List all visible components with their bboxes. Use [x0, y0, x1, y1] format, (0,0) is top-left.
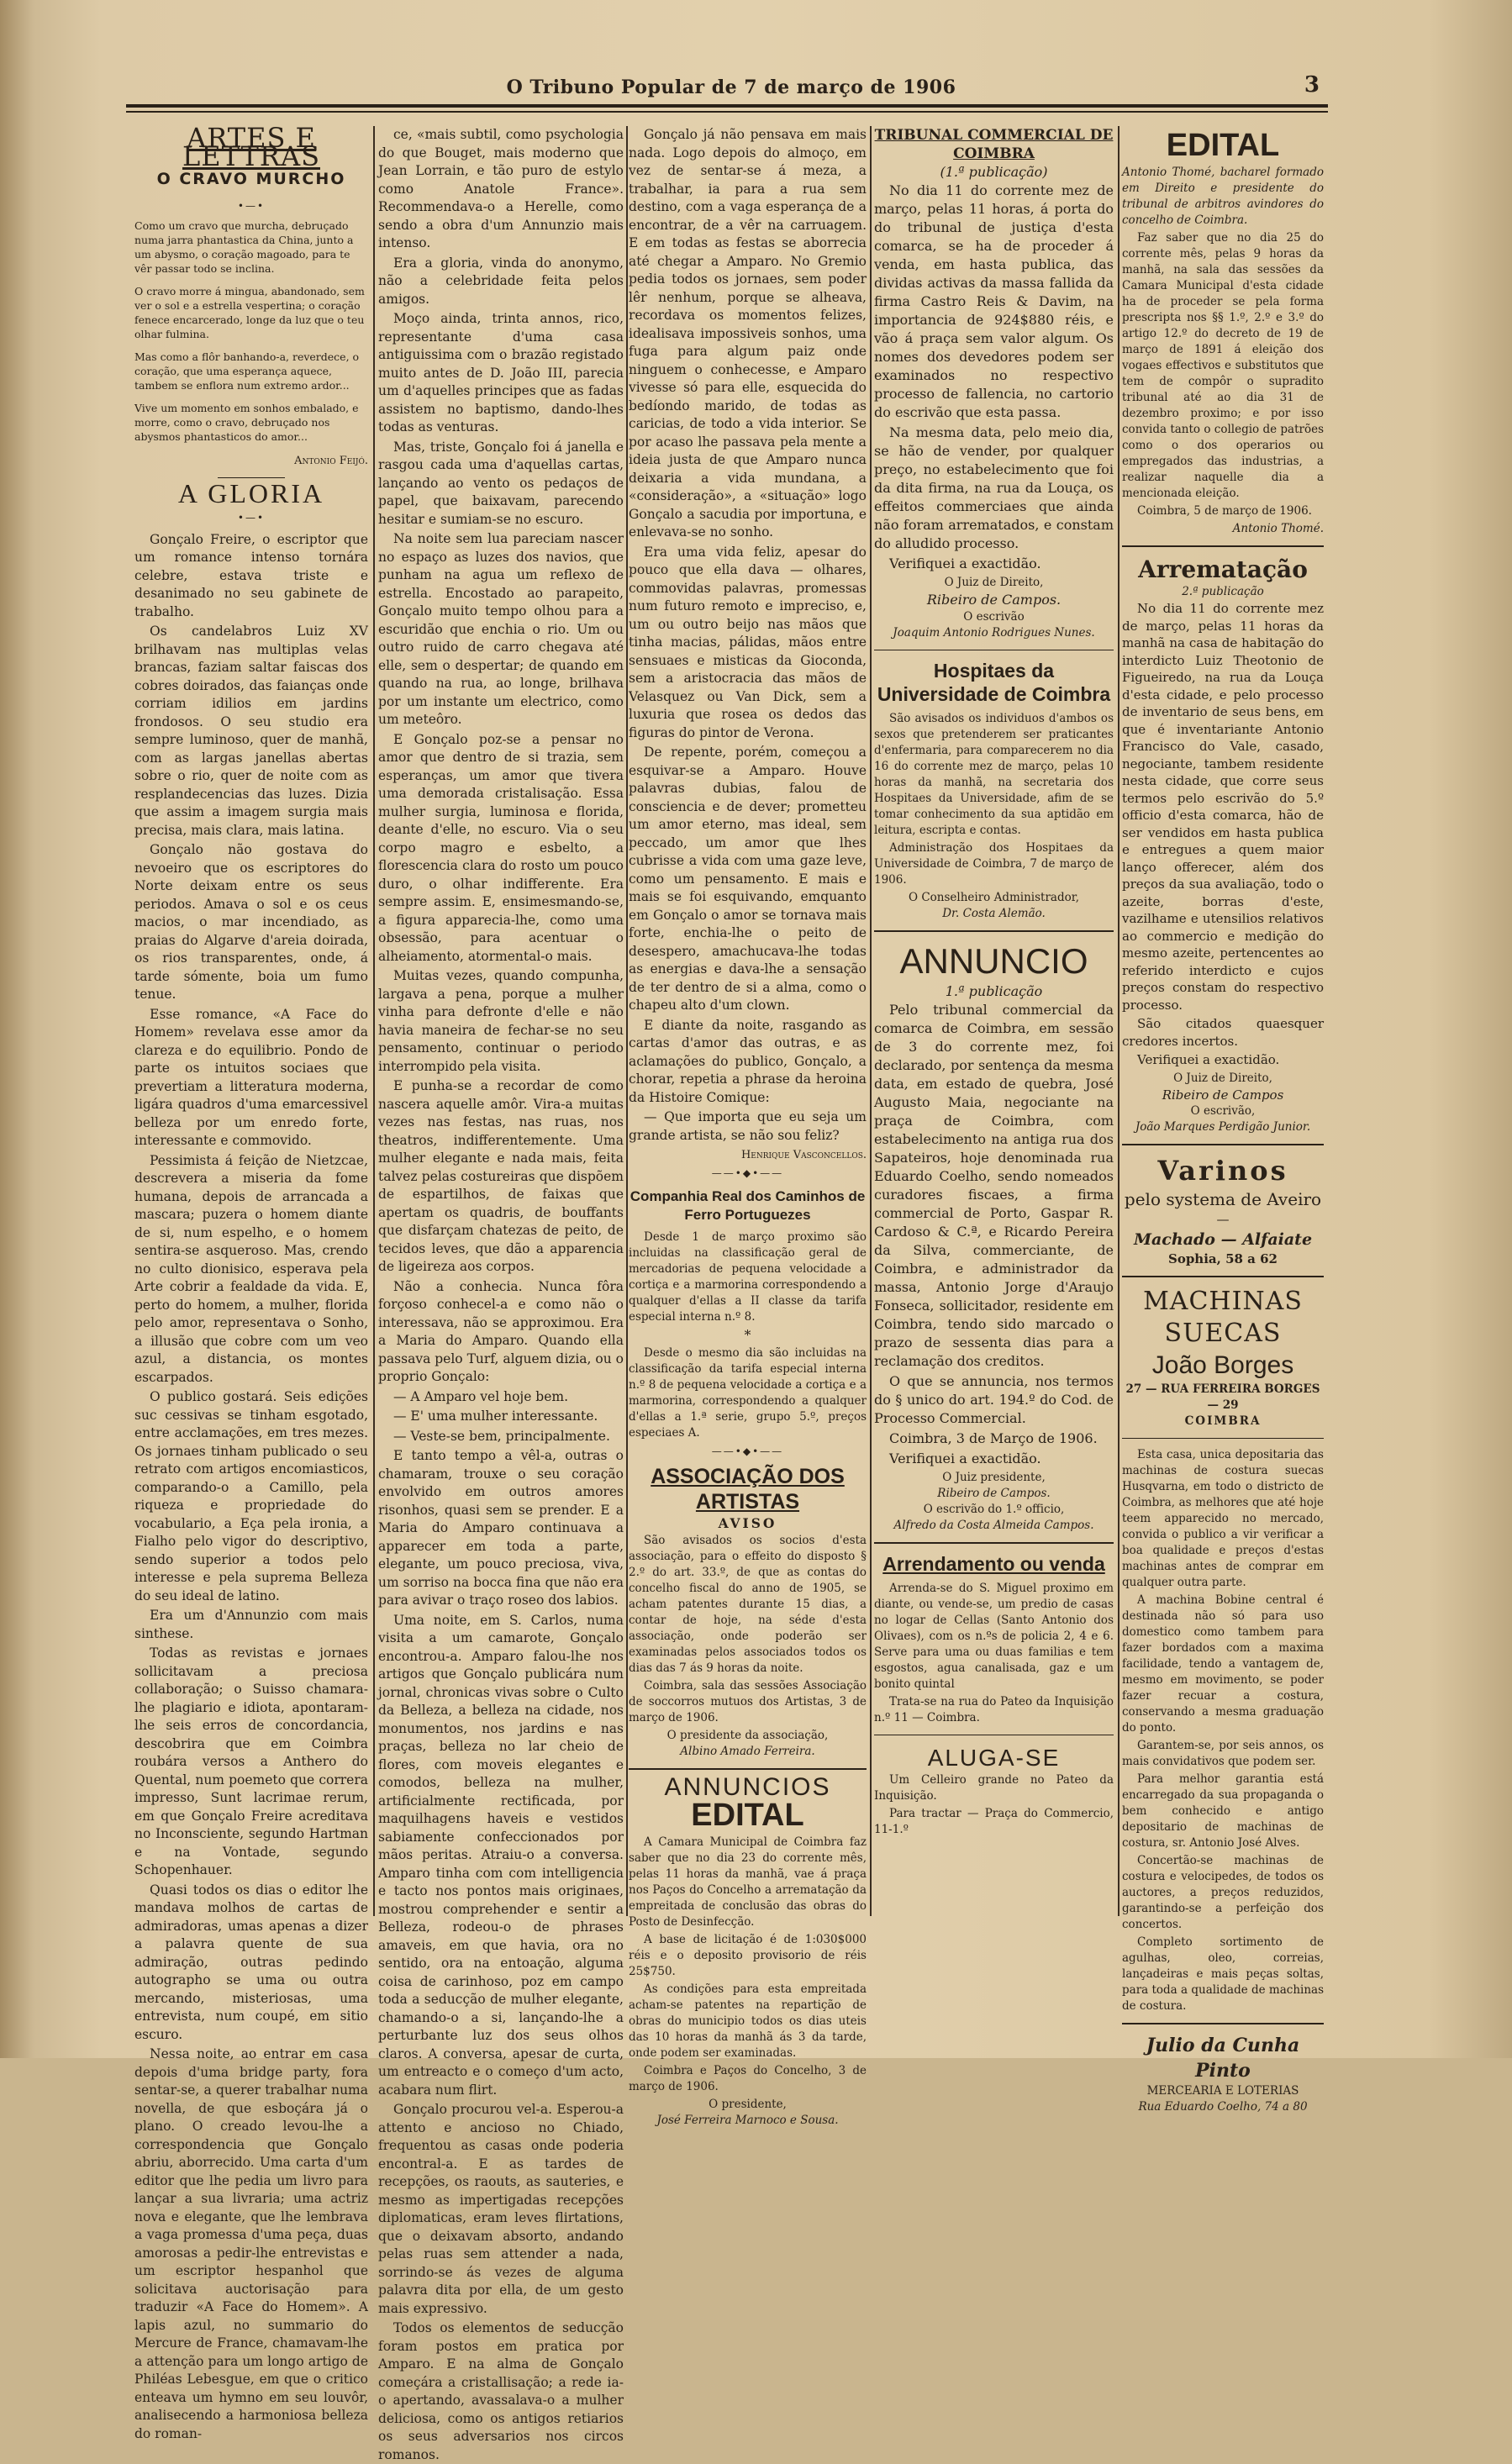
- machinas-text: Para melhor garantia está encarregado da sua propaganda o bem conhecido e antigo depositario de machinas de costura, sr. Antonio José Alves.: [1122, 1772, 1324, 1850]
- story-paragraph: Os candelabros Luiz XV brilhavam nas multiplas velas brancas, faziam saltar faiscas dos cobres doirados, das faianças onde corriam idilios em jardins frondosos. O seu studio era sempre luminoso, quer de manhã, com as largas janellas abertas sobre o rio, quer de noite com as resplandecencias das luzes. Dizia que assim a imagem surgia mais precisa, mais clara, mais latina.: [134, 624, 368, 838]
- associacao-name: Albino Amado Ferreira.: [680, 1744, 815, 1758]
- story-paragraph: Gonçalo já não pensava em mais nada. Logo depois do almoço, em vez de sentar-se á meza, a trabalhar, ia para a rua sem destino, com a vaga esperança de a encontrar, de a vêr na carruagem. E em todas as festas se aborrecia até chegar a Amparo. No Gremio pedia todos os jornaes, sem poder lêr nenhum, porque se alheava, recordava os momentos felizes, idealisava impossiveis sonhos, uma fuga para algum paiz onde ninguem o conhecesse, e Amparo vivesse só para elle, esquecida do bedíondo marido, de todas as caricias, de todo a vida interior. Se por acaso lhe passava pela mente a ideia justa de que Amparo nunca deixaria a vida mundana, a «consideração», a «situação» logo Gonçalo a sacudia por importuna, e enlevava-se no sonho.: [629, 127, 867, 540]
- divider: [1122, 545, 1324, 547]
- ornament: •—•: [237, 199, 266, 212]
- aluga-text: Um Celleiro grande no Pateo da Inquisição.: [874, 1773, 1114, 1803]
- story-paragraph: E tanto tempo a vêl-a, outras o chamaram, trouxe o seu coração envolvido em outros amores risonhos, quasi sem se prender. E a Maria do Amparo continuava a apparecer em toda a parte, elegante, um pouco preciosa, viva, um sorriso na bocca fina que não era para avivar o traço roseo dos labios.: [378, 1448, 624, 1608]
- arrendamento-text: Arrenda-se do S. Miguel proximo em diante, ou vende-se, um predio de casas no logar de Cellas (Santo Antonio dos Olivaes), com os n.ºs de policia 2, 4 e 6. Serve para uma ou duas familias e tem esgostos, agua canalisada, gaz e um bonito quintal: [874, 1582, 1114, 1691]
- annuncio-escrivao: O escrivão do 1.º officio,: [923, 1503, 1065, 1516]
- column-divider: [870, 126, 872, 1916]
- annuncio-juiz-name: Ribeiro de Campos.: [937, 1487, 1051, 1500]
- annuncio-escrivao-name: Alfredo da Costa Almeida Campos.: [893, 1519, 1094, 1532]
- associacao-subtitle: AVISO: [718, 1515, 777, 1531]
- machinas-text: Concertão-se machinas de costura e velocipedes, de todos os auctores, a preços reduzidos, garantindo-se a perfeição dos concertos.: [1122, 1854, 1324, 1931]
- varinos-sub: pelo systema de Aveiro: [1124, 1189, 1322, 1209]
- tribunal-title: TRIBUNAL COMMERCIAL DE COIMBRA: [874, 127, 1114, 162]
- dialogue-line: — E' uma mulher interessante.: [393, 1408, 598, 1424]
- ornament: *: [744, 1328, 751, 1343]
- edital-title: EDITAL: [691, 1798, 804, 1833]
- machinas-text: Completo sortimento de agulhas, oleo, correias, lançadeiras e mais peças soltas, para toda a qualidade de machinas de costura.: [1122, 1935, 1325, 2013]
- poem-stanza: Mas como a flôr banhando-a, reverdece, o coração, que uma esperança aquece, tambem se enflora num extremo ardor...: [134, 350, 360, 392]
- associacao-place: Coimbra, sala das sessões Associação de soccorros mutuos dos Artistas, 3 de março de 1906.: [629, 1678, 867, 1724]
- poem-stanza: O cravo morre á mingua, abandonado, sem ver o sol e a estrella vespertina; o coração fenece encarcerado, longe da luz que o teu olhar fulmina.: [134, 285, 365, 340]
- machinas-text: Esta casa, unica depositaria das machinas de costura suecas Husqvarna, em todo o districto de Coimbra, as melhores que até hoje teem apparecido no mercado, convida o publico a vir verificar a boa qualidade e preços d'estas machinas antes de comprar em qualquer outra parte.: [1122, 1448, 1324, 1589]
- edital-title: EDITAL: [1166, 128, 1280, 163]
- arrematacao-text: São citados quaesquer credores incertos.: [1122, 1016, 1324, 1049]
- annuncios-label: ANNUNCIOS: [664, 1772, 831, 1801]
- tribunal-juiz: O Juiz de Direito,: [944, 576, 1044, 589]
- varinos-addr: Sophia, 58 a 62: [1167, 1250, 1278, 1266]
- column-divider: [1118, 126, 1120, 1916]
- edital-place: Coimbra, 5 de março de 1906.: [1137, 504, 1312, 518]
- section-title: ARTES E LETTRAS: [182, 122, 320, 172]
- companhia-text: Desde o mesmo dia são incluidas na classificação da tarifa especial interna n.º 8 de pequena velocidade a cortiça e a marmorina, correspondendo a qualquer d'ellas a 1.ª serie, grupo 5.º, preços especiaes A.: [629, 1345, 867, 1440]
- edital-role: O presidente,: [709, 2098, 787, 2111]
- story-author: Henrique Vasconcellos.: [740, 1149, 867, 1161]
- edital-text: A Camara Municipal de Coimbra faz saber que no dia 23 do corrente mês, pelas 11 horas da manhã, vae á praça nos Paços do Concelho a arrematação da empreitada de conclusão das obras do Posto de Desinfecção.: [629, 1835, 867, 1929]
- story-paragraph: ce, «mais subtil, como psychologia do que Bouget, mais moderno que Jean Lorrain, e tão puro de estylo como Anatole France». Recommendava-o a Herelle, como sendo a obra d'um Annunzio mais intenso.: [378, 127, 624, 250]
- julio-addr: Rua Eduardo Coelho, 74 a 80: [1138, 2100, 1308, 2114]
- column-3: [629, 126, 867, 2127]
- hospitaes-place: Administração dos Hospitaes da Universidade de Coimbra, 7 de março de 1906.: [874, 841, 1114, 887]
- story-paragraph: De repente, porém, começou a esquivar-se a Amparo. Houve palavras dubias, falou de consciencia e de dever; prometteu um amor eterno, mas ideal, sem peccado, um amor que lhes cubrisse a vida com uma gaze leve, como um pensamento. E mais e mais se foi esquivando, emquanto em Gonçalo o amor se tornava mais forte, enchia-lhe o peito de desespero, amachucava-lhe todas as energias e dava-lhe a sensação de ter dentro de si a alma, como o chapeu alto d'um clown.: [629, 745, 867, 1013]
- page-number: 3: [1304, 72, 1320, 97]
- header-rule-thin: [126, 111, 1328, 113]
- tribunal-escrivao: O escrivão: [963, 610, 1025, 624]
- story-paragraph: Não a conhecia. Nunca fôra forçoso conhecel-a e como não o interessava, não se approximou. Era a Maria do Amparo. Quando ella passava pelo Turf, alguem dizia, ou o proprio Gonçalo:: [378, 1278, 624, 1384]
- arrematacao-escrivao-name: João Marques Perdigão Junior.: [1135, 1120, 1311, 1134]
- annuncio-place: Coimbra, 3 de Março de 1906.: [889, 1430, 1098, 1446]
- poem-stanza: Vive um momento em sonhos embalado, e morre, como o cravo, debruçado nos abysmos phantasticos do amor...: [134, 402, 359, 443]
- machinas-text: Garantem-se, por seis annos, os mais convidativos que podem ser.: [1122, 1739, 1324, 1768]
- story-paragraph: Uma noite, em S. Carlos, numa visita a um camarote, Gonçalo encontrou-a. Amparo falou-lhe nos artigos que Gonçalo publicára num jornal, chronicas vivas sobre o Culto da Belleza, a belleza na cidade, nos monumentos, nos jardins e nas praças, belleza no lar cheio de flores, com moveis elegantes e comodos, belleza na mulher, artificialmente rectificada, por maquilhagens haveis e vestidos sabiamente confeccionados por mãos peritas. Atraiu-o a conversa. Amparo tinha com com intelligencia e tacto nos pontos mais originaes, mostrou comprehender e sentir a Belleza, rodeou-o de phrases amaveis, em que havia, ora no sentido, ora na entoação, alguma coisa de carinhoso, poz em campo toda a seducção de mulher elegante, chamando-o a si, lançando-lhe a perturbante luz dos seus olhos claros. A conversa, apesar de curta, um entreacto e o começo d'um acto, acabara num flirt.: [378, 1612, 624, 2098]
- story-paragraph: O publico gostará. Seis edições suc cessivas se tinham esgotado, entre acclamações, em tres mezes. Os jornaes tinham publicado o seu retrato com artigos encomiasticos, comparando-o a Camillo, pela riqueza e propriedade do vocabulario, a Eça pela ironia, a Fialho pelo vigor do descriptivo, sendo superior a todos pelo interesse e pela suprema Belleza do seu ideal de latino.: [134, 1389, 368, 1603]
- dialogue-line: — Veste-se bem, principalmente.: [393, 1428, 610, 1444]
- associacao-title: ASSOCIAÇÃO DOS ARTISTAS: [651, 1465, 845, 1514]
- column-divider: [626, 126, 628, 1916]
- arrematacao-verif: Verifiquei a exactidão.: [1137, 1052, 1280, 1067]
- story-paragraph: E Gonçalo poz-se a pensar no amor que dentro de si trazia, sem esperanças, um amor que tivera uma demorada cristalisação. Essa mulher surgia, luminosa e florida, deante d'elle, no escuro. Via o seu corpo magro e esbelto, a florescencia clara do rosto um pouco duro, o olhar indifferente. Era sempre assim. E, ensimesmando-se, a figura apparecia-lhe, como uma obsessão, para acentuar o alheiamento, atormental-o mais.: [378, 731, 624, 964]
- annuncio-verif: Verifiquei a exactidão.: [889, 1450, 1041, 1466]
- annuncio-juiz: O Juiz presidente,: [942, 1471, 1046, 1484]
- story-paragraph: Era um d'Annunzio com mais sinthese.: [134, 1608, 368, 1641]
- divider: [874, 1542, 1114, 1544]
- machinas-title: MACHINAS SUECAS: [1143, 1287, 1303, 1348]
- ornament: ——•◆•——: [711, 1445, 784, 1457]
- column-4: [874, 126, 1114, 1916]
- story-paragraph: Na noite sem lua pareciam nascer no espaço as luzes dos navios, que punham na agua um reflexo de estrella. Encostado ao parapeito, Gonçalo muito tempo olhou para a escuridão que enchia o rio. Um ou outro ruido de carro chegava até elle, sem o despertar; de quando em quando na rua, ao longe, brilhava por um instante um electrico, como um meteôro.: [378, 531, 624, 727]
- ornament: •—•: [237, 512, 266, 524]
- annuncio-text: Pelo tribunal commercial da comarca de Coimbra, em sessão de 3 do corrente mez, foi declarado, por sentença da mesma data, em estado de quebra, José Augusto Maia, negociante na praça de Coimbra, com estabelecimento na antiga rua dos Sapateiros, hoje denominada rua Eduardo Coelho, sendo nomeados curadores fiscaes, a firma commercial de Porto, Gaspar R. Cardoso & C.ª, e Ricardo Pereira da Silva, commerciante, de Coimbra, e administrador da massa, Antonio Jorge d'Araujo Fonseca, sollicitador, residente em Coimbra, tendo sido marcado o prazo de sessenta dias para a reclamação dos creditos.: [874, 1002, 1114, 1369]
- edital-text: Faz saber que no dia 25 do corrente mês, pelas 9 horas da manhã, na sala das sessões da Camara Municipal d'esta cidade ha de proceder se pela forma prescripta nos §§ 1.º, 2.º e 3.º do artigo 12.º do decreto de 19 de março de 1891 á eleição dos vogaes effectivos e substitutos que tem de compôr o supradito tribunal até ao dia 31 de dezembro proximo; e por isso convida tanto o collegio de patrões como o dos operarios ou empregados das industrias, a realizar naquelle dia a mencionada eleição.: [1122, 231, 1324, 500]
- masthead-title: O Tribuno Popular de 7 de março de 1906: [506, 76, 956, 98]
- aluga-title: ALUGA-SE: [927, 1745, 1061, 1771]
- story-paragraph: Mas, triste, Gonçalo foi á janella e rasgou cada uma d'aquellas cartas, lançando ao vento os pedaços de papel, que baixavam, parecendo hesitar e sumiam-se no escuro.: [378, 439, 624, 527]
- annuncio-pub: 1.ª publicação: [945, 983, 1043, 999]
- hospitaes-role: O Conselheiro Administrador,: [908, 891, 1080, 904]
- story-paragraph: Gonçalo não gostava do nevoeiro que os escriptores do Norte deixam entre os seus periodos. Amava o sol e os ceus macios, o mar incendiado, as praias do Algarve d'areia doirada, os rios transparentes, onde, á tarde sómente, boia um fumo tenue.: [134, 842, 368, 1002]
- edital-intro: Antonio Thomé, bacharel formado em Direito e presidente do tribunal de arbitros avindores do concelho de Coimbra.: [1122, 166, 1324, 227]
- story-paragraph: — Que importa que eu seja um grande artista, se não sou feliz?: [629, 1109, 867, 1143]
- edital-text: As condições para esta empreitada acham-se patentes na repartição de obras do municipio todos os dias uteis das 10 horas da manhã ás 3 da tarde, onde podem ser examinadas.: [629, 1982, 867, 2060]
- story-paragraph: Pessimista á feição de Nietzcae, descrevera a miseria da fome humana, depois de arrancada a mascara; puzera o homem diante de si, num espelho, e o homem sentira-se asqueroso. Mas, crendo no culto dionisico, esperava pela Arte cobrir a fealdade da vida. E, perto do homem, a mulher, florida pelo amor, representava o Sonho, a illusão que cobre com um veo azul, a distancia, os montes escarpados.: [134, 1152, 368, 1385]
- hospitaes-title: Hospitaes da Universidade de Coimbra: [877, 660, 1111, 705]
- column-5: [1122, 126, 1325, 2114]
- arrematacao-juiz: O Juiz de Direito,: [1173, 1071, 1272, 1085]
- column-divider: [373, 126, 375, 1916]
- divider: [1122, 2023, 1324, 2024]
- arrematacao-title: Arrematação: [1138, 555, 1308, 583]
- tribunal-escrivao-name: Joaquim Antonio Rodrigues Nunes.: [893, 626, 1095, 640]
- story-paragraph: Quasi todos os dias o editor lhe mandava molhos de cartas de admiradoras, umas apenas a dizer a palavra quente de sua admiração, outras pedindo autographo se uma ou outra mercando, misteriosas, uma entrevista, num coupé, em sitio escuro.: [134, 1882, 368, 2042]
- edital-text: A base de licitação é de 1:030$000 réis e o deposito provisorio de réis 25$750.: [629, 1933, 867, 1978]
- julio-sub: MERCEARIA E LOTERIAS: [1146, 2084, 1299, 2098]
- arrematacao-juiz-name: Ribeiro de Campos: [1162, 1087, 1284, 1103]
- arrematacao-escrivao: O escrivão,: [1190, 1104, 1256, 1118]
- hospitaes-text: São avisados os individuos d'ambos os sexos que pretenderem ser praticantes d'enfermaria, para comparecerem no dia 16 do corrente mez de março, pelas 10 horas da manhã, na secretaria dos Hospitaes da Universidade, afim de se tomar conhecimento da sua aptidão em leitura, escripta e contas.: [874, 712, 1114, 837]
- story-paragraph: Todos os elementos de seducção foram postos em pratica por Amparo. E na alma de Gonçalo começára a cristallisação; a rede ia-o apertando, avassalava-o a mulher deliciosa, como os antigos retiarios os seus adversarios nos circos romanos.: [378, 2320, 624, 2462]
- edital-name: Antonio Thomé.: [1232, 522, 1324, 535]
- tribunal-verif: Verifiquei a exactidão.: [889, 555, 1041, 571]
- header-rule-thick: [126, 104, 1328, 108]
- page-header: [126, 71, 1336, 104]
- varinos-name: Machado — Alfaiate: [1133, 1229, 1313, 1249]
- machinas-text: A machina Bobine central é destinada não só para uso domestico como tambem para fazer bordados com a maxima facilidade, tendo a vantagem de, mesmo em movimento, se poder fazer recuar a costura, conservando a mesma graduação do ponto.: [1122, 1593, 1324, 1735]
- divider: —: [1216, 1212, 1230, 1227]
- story-paragraph: Gonçalo procurou vel-a. Esperou-a attento e ancioso no Chiado, frequentou as casas onde poderia encontral-a. E as tardes de recepções, os raouts, as sauteries, e mesmo as impertigadas recepções diplomaticas, eram leves flirtations, que o deixavam absorto, andando pelas ruas sem attender a nada, sorrindo-se ás vezes de alguma palavra dita por ella, de um gesto mais expressivo.: [378, 2102, 624, 2316]
- story-paragraph: Moço ainda, trinta annos, rico, representante d'uma casa antiguissima com o brazão registado muito antes de D. João III, parecia um d'aquelles principes que as fadas assistem no baptismo, dando-lhes todas as venturas.: [378, 311, 624, 434]
- story-title: A GLORIA: [177, 477, 325, 508]
- story-paragraph: Nessa noite, ao entrar em casa depois d'uma bridge party, fora sentar-se, a querer trabalhar numa novella, de que esboçára já o plano. O creado levou-lhe a correspondencia que Gonçalo abriu, aborrecido. Uma carta d'um editor que lhe pedia um livro para lançar a sua livraria; uma actriz nova e elegante, que lhe lembrava a vaga promessa d'uma peça, duas amorosas a pedir-lhe entrevistas e um escriptor hespanhol que solicitava auctorisação para traduzir «A Face do Homem». A lapis azul, no summario do Mercure de France, chamavam-lhe a attenção para um longo artigo de Philéas Lebesgue, em que o critico enteava um hymno em seu louvôr, analisecendo a harmoniosa belleza do roman-: [134, 2046, 368, 2441]
- associacao-text: São avisados os socios d'esta associação, para o effeito do disposto § 2.º do art. 33.º, de que as contas do concelho fiscal do anno de 1905, se acham patentes durante 15 dias, a contar de hoje, na séde d'esta associação, onde poderão ser examinadas pelos associados todos os dias das 7 ás 9 horas da noite.: [629, 1533, 867, 1675]
- annuncio-text: O que se annuncia, nos termos do § unico do art. 194.º do Cod. de Processo Commercial.: [874, 1373, 1114, 1426]
- story-paragraph: Era uma vida feliz, apesar do pouco que ella dava — olhares, commovidas palavras, promessas num futuro remoto e impreciso, e, um ou outro beijo nas mãos que tinha macias, pálidas, mãos entre sensuaes e misticas da Gioconda, sem a aristocracia das mãos de Velasquez ou Van Dick, sem a luxuria que rosea os dedos das figuras do pintor de Verona.: [629, 544, 867, 740]
- varinos-title: Varinos: [1157, 1155, 1288, 1187]
- divider: [629, 1768, 867, 1770]
- story-paragraph: E diante da noite, rasgando as cartas d'amor das outras, e as aclamações do publico, Gonçalo, a chorar, repetia a phrase da heroina da Histoire Comique:: [629, 1017, 867, 1105]
- story-paragraph: Muitas vezes, quando compunha, largava a pena, porque a mulher vinha para defronte d'elle e não havia maneira de fechar-se no seu pensamento, continuar o periodo interrompido pela visita.: [378, 968, 624, 1074]
- companhia-title: Companhia Real dos Caminhos de Ferro Portuguezes: [630, 1188, 866, 1223]
- edital-name: José Ferreira Marnoco e Sousa.: [656, 2114, 839, 2127]
- tribunal-text: Na mesma data, pelo meio dia, se hão de vender, por qualquer preço, no estabelecimento que foi da dita firma, na rua da Louça, os effeitos commerciaes que ainda não foram arrematados, e constam do alludido processo.: [874, 424, 1114, 551]
- tribunal-pub: (1.ª publicação): [940, 164, 1048, 180]
- story-paragraph: Todas as revistas e jornaes sollicitavam a preciosa collaboração; o Suisso chamara-lhe plagiario e idiota, apontaram-lhe seis erros de concordancia, descobrira que em Coimbra roubára versos a Anthero do Quental, num poemeto que correra impresso, Sunt lacrimae rerum, em que Gonçalo Freire acreditava no Inconsciente, segundo Hartman e na Vontade, segundo Schopenhauer.: [134, 1645, 368, 1877]
- arrendamento-title: Arrendamento ou venda: [882, 1553, 1105, 1575]
- divider: [1122, 1144, 1324, 1145]
- poem-stanza: Como um cravo que murcha, debruçado numa jarra phantastica da China, junto a um abysmo, o coração magoado, para te vêr passar todo se inclina.: [134, 219, 354, 275]
- machinas-name: João Borges: [1151, 1351, 1294, 1379]
- arrematacao-pub: 2.ª publicação: [1182, 585, 1264, 598]
- machinas-city: COIMBRA: [1184, 1414, 1262, 1428]
- divider: [874, 930, 1114, 932]
- aluga-text: Para tractar — Praça do Commercio, 11-1.º: [874, 1807, 1114, 1836]
- companhia-text: Desde 1 de março proximo são incluidas na classificação geral de mercadorias de pequena velocidade a cortiça e a marmorina correspondendo a qualquer d'ellas a II classe da tarifa especial interna n.º 8.: [629, 1230, 867, 1324]
- julio-name: Julio da Cunha Pinto: [1146, 2035, 1300, 2082]
- story-paragraph: Era a gloria, vinda do anonymo, não a celebridade feita pelos amigos.: [378, 255, 624, 307]
- tribunal-text: No dia 11 do corrente mez de março, pelas 11 horas, á porta do do tribunal de justiça d'esta comarca, se ha de proceder á venda, em hasta publica, das dividas activas da massa fallida da firma Castro Reis & Davim, na importancia de 924$880 réis, e vão á praça sem valor algum. Os nomes dos devedores podem ser examinados no respectivo processo de fallencia, no cartorio do escrivão que esta passa.: [874, 182, 1114, 420]
- edital-place: Coimbra e Paços do Concelho, 3 de março de 1906.: [629, 2064, 867, 2093]
- poem-author: Antonio Feijó.: [294, 455, 368, 467]
- story-paragraph: E punha-se a recordar de como nascera aquelle amôr. Vira-a muitas vezes nas festas, nas ruas, nos theatros, indifferentemente. Uma mulher elegante e nada mais, feita talvez pelas costureiras que dispõem de espartilhos, de faixas que apertam os quadris, de bouffants que disfarçam chatezas de peito, de tecidos leves, que dão a apparencia de ligeireza aos corpos.: [378, 1078, 624, 1274]
- story-paragraph: Gonçalo Freire, o escriptor que um romance intenso tornára celebre, estava triste e desanimado no seu gabinete de trabalho.: [134, 531, 368, 619]
- tribunal-juiz-name: Ribeiro de Campos.: [926, 592, 1062, 608]
- arrematacao-text: No dia 11 do corrente mez de março, pelas 11 horas da manhã na casa de habitação do interdicto Luiz Theotonio de Figueiredo, na rua da Louça d'esta cidade, e pelo processo de inventario de seus bens, em que é inventariante Antonio Francisco do Vale, casado, negociante, tambem residente nesta cidade, que corre seus termos pelo escrivão do 5.º officio d'esta comarca, hão de ser vendidos em hasta publica e entregues a quem maior lanço offerecer, além dos preços da sua avaliação, todo o azeite, borras d'este, vazilhame e utensilios relativos ao commercio e medição do mesmo azeite, pertencentes ao referido interdicto e cujos preços constam do respectivo processo.: [1122, 601, 1324, 1013]
- column-1: [134, 122, 368, 2445]
- hospitaes-name: Dr. Costa Alemão.: [942, 907, 1046, 920]
- associacao-role: O presidente da associação,: [666, 1728, 829, 1742]
- dialogue-line: — A Amparo vel hoje bem.: [393, 1388, 569, 1404]
- story-paragraph: Esse romance, «A Face do Homem» revelava esse amor da clareza e do equilibrio. Pondo de parte os intuitos sociaes que prevertiam a litteratura moderna, ligára quadros d'uma emarcessivel belleza por um enredo forte, interessante e commovido.: [134, 1006, 368, 1148]
- annuncio-title: ANNUNCIO: [899, 941, 1088, 981]
- divider: [1122, 1276, 1324, 1277]
- divider: [1122, 1438, 1324, 1439]
- ornament: ——•◆•——: [711, 1166, 784, 1179]
- machinas-addr: 27 — RUA FERREIRA BORGES — 29: [1125, 1382, 1320, 1412]
- arrendamento-text: Trata-se na rua do Pateo da Inquisição n.º 11 — Coimbra.: [874, 1695, 1114, 1724]
- poem-title: O CRAVO MURCHO: [156, 170, 346, 188]
- column-2: [378, 126, 624, 2462]
